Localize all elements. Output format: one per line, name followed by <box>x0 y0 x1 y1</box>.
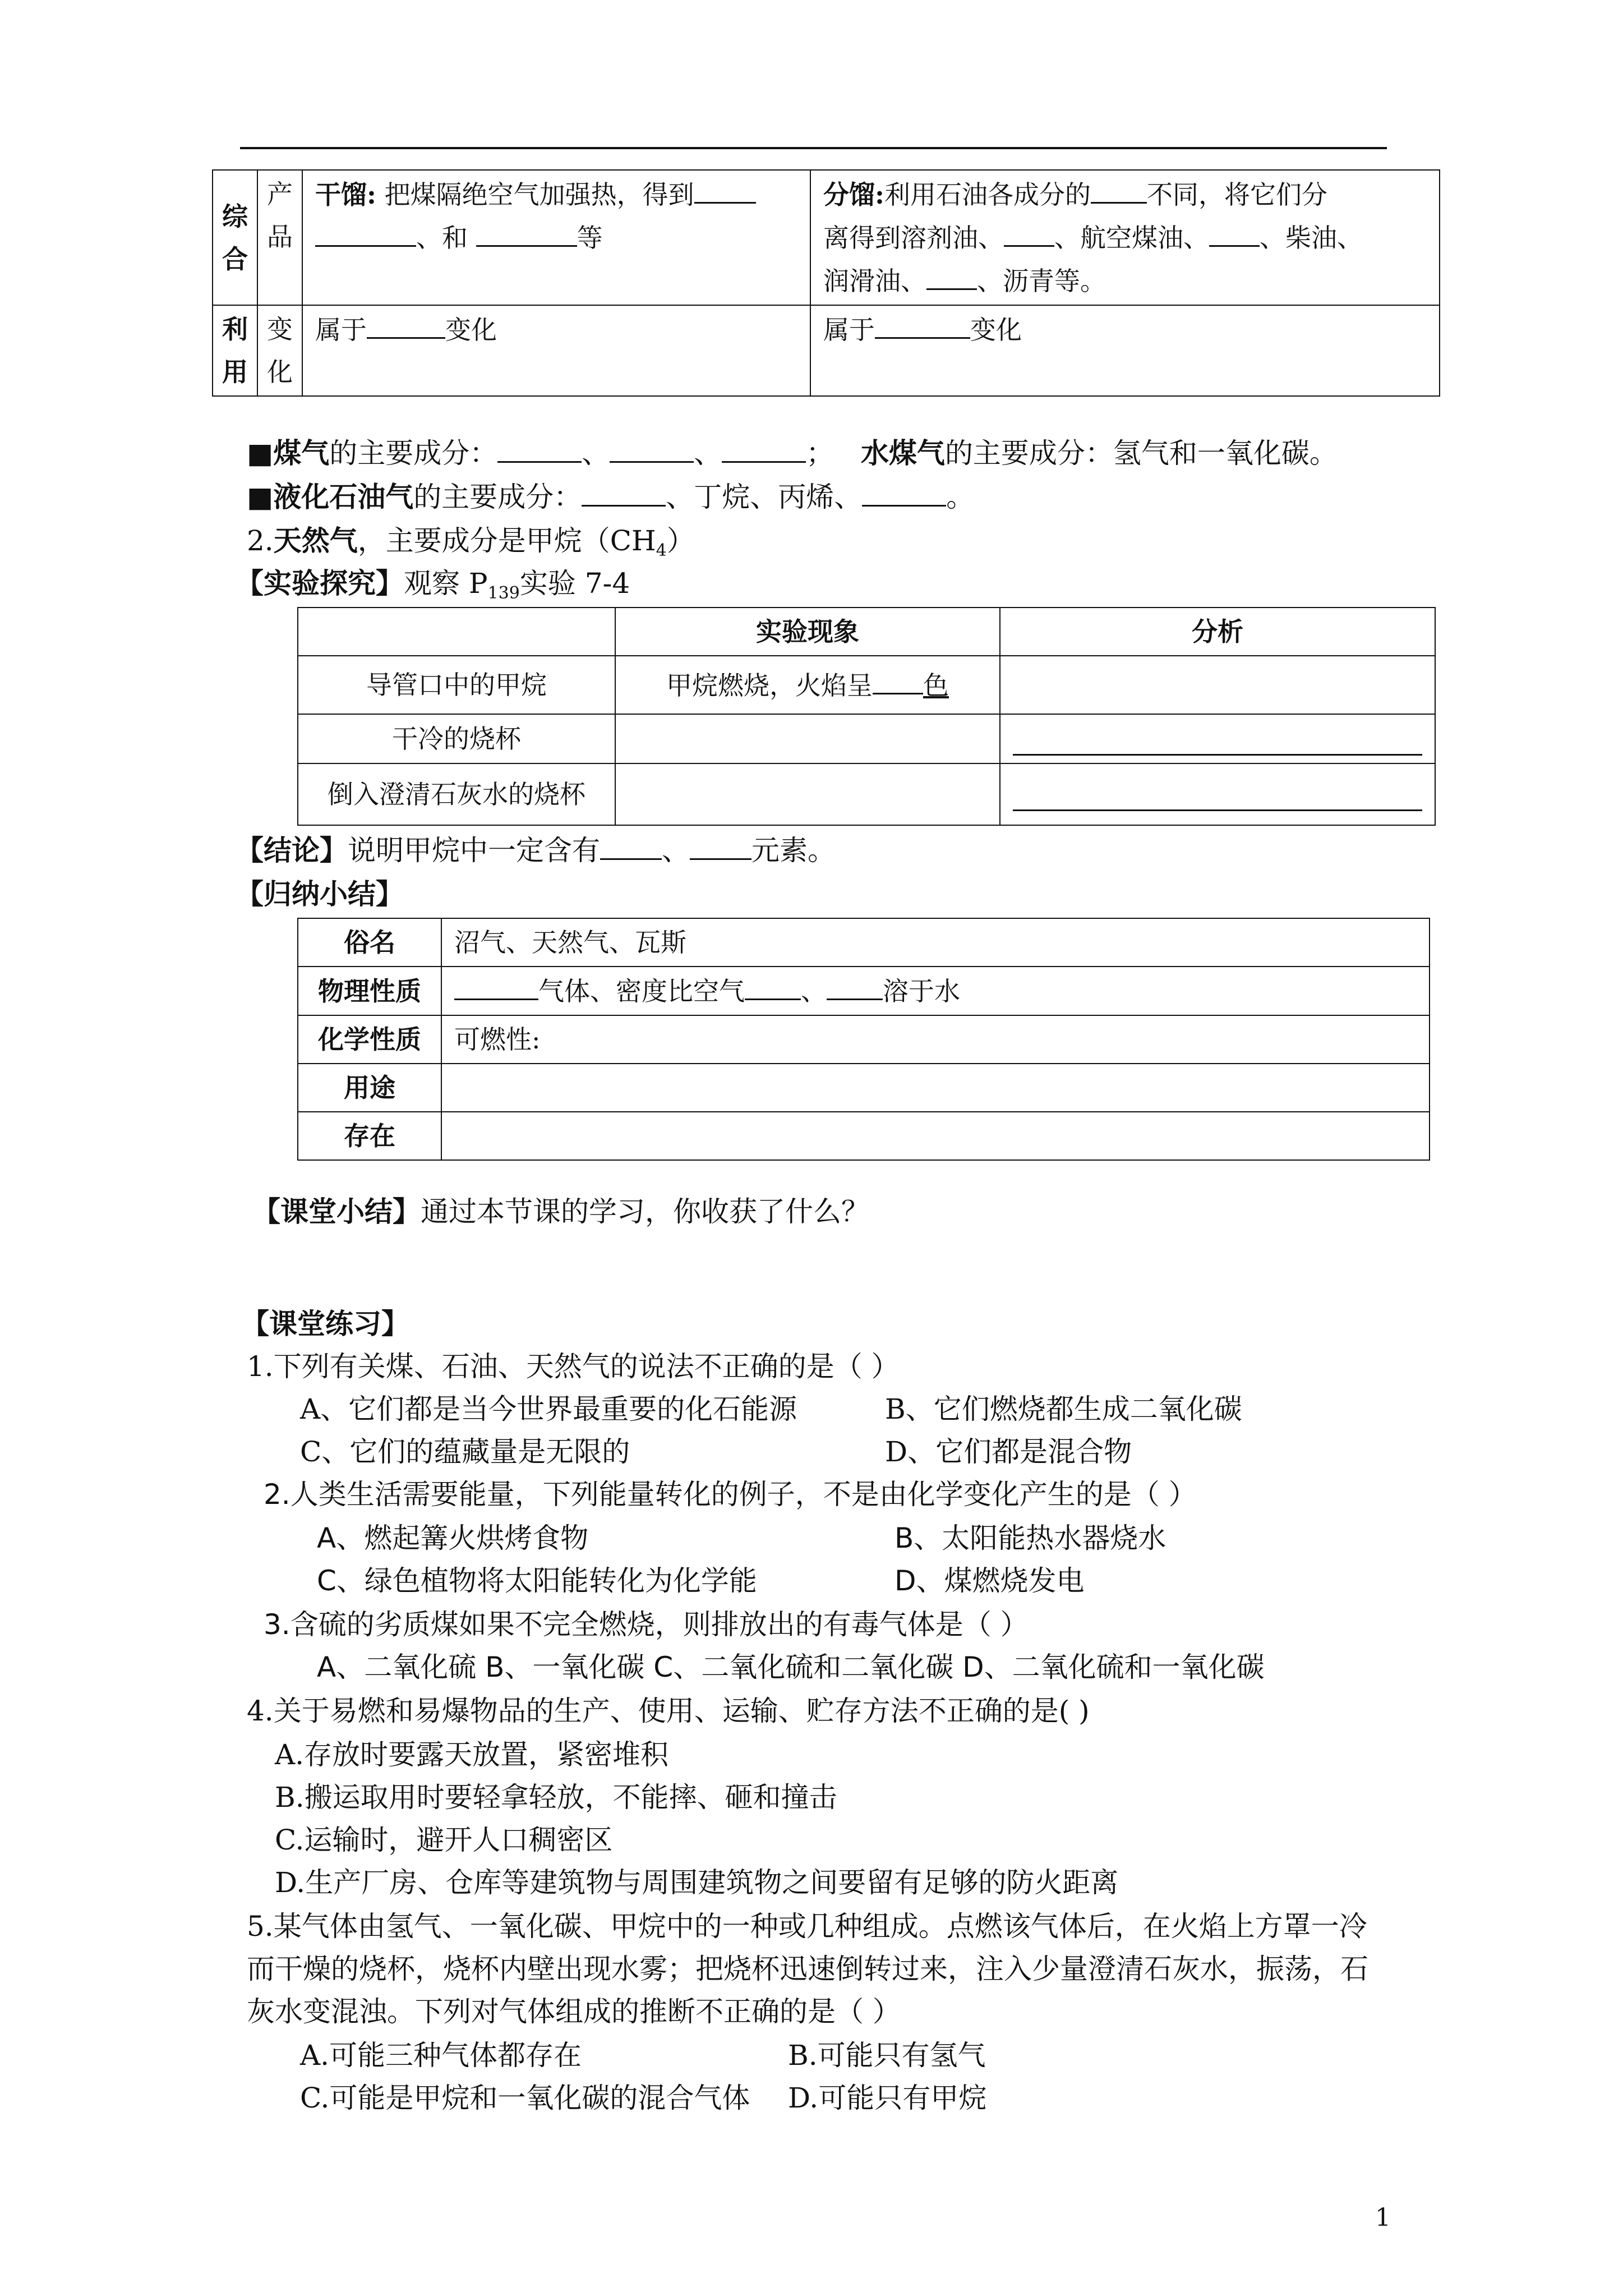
q2-option-d: D、煤燃烧发电 <box>895 1565 1085 1597</box>
q4-option-d: D.生产厂房、仓库等建筑物与周围建筑物之间要留有足够的防火距离 <box>275 1866 1119 1899</box>
question-5-line-2: 而干燥的烧杯，烧杯内壁出现水雾；把烧杯迅速倒转过来，注入少量澄清石灰水，振荡，石 <box>247 1953 1368 1985</box>
q5-option-c: C.可能是甲烷和一氧化碳的混合气体 <box>300 2082 750 2114</box>
q1-option-c: C、它们的蕴藏量是无限的 <box>300 1435 630 1468</box>
product-label: 产品 <box>257 170 302 305</box>
summary-head-physical: 物理性质 <box>298 967 441 1015</box>
summary-value-use <box>441 1064 1430 1112</box>
dry-distillation-cell <box>302 170 810 305</box>
summary-label: 【归纳小结】 <box>236 877 404 910</box>
experiment-header-blank <box>298 608 615 656</box>
summary-head-existence: 存在 <box>298 1112 441 1160</box>
fractional-change-cell: 属于 变化 <box>810 305 1440 396</box>
exp-row-1-analysis <box>1000 656 1435 714</box>
dry-distillation-etc: 等 <box>577 223 603 253</box>
dry-distillation-text: 把煤隔绝空气加强热，得到 <box>384 180 694 210</box>
summary-value-physical: 气体、密度比空气 、 溶于水 <box>441 967 1430 1015</box>
coal-gas-line: ■煤气的主要成分： 、 、 ； 水煤气的主要成分：氢气和一氧化碳。 <box>247 432 1338 475</box>
dry-distillation-and: 、和 <box>416 223 468 253</box>
q4-option-c: C.运输时，避开人口稠密区 <box>275 1824 613 1856</box>
q2-option-c: C、绿色植物将太阳能转化为化学能 <box>317 1565 757 1597</box>
q2-option-b: B、太阳能热水器烧水 <box>895 1522 1166 1554</box>
summary-value-name: 沼气、天然气、瓦斯 <box>441 918 1430 967</box>
question-5-line-3: 灰水变混浊。下列对气体组成的推断不正确的是（ ） <box>247 1995 901 2028</box>
header-rule <box>240 147 1387 149</box>
summary-head-chemical: 化学性质 <box>298 1015 441 1064</box>
question-5-line-1: 5.某气体由氢气、一氧化碳、甲烷中的一种或几种组成。点燃该气体后，在火焰上方罩一冷 <box>247 1910 1367 1943</box>
q5-option-d: D.可能只有甲烷 <box>788 2082 987 2114</box>
summary-value-existence <box>441 1112 1430 1160</box>
q1-option-a: A、它们都是当今世界最重要的化石能源 <box>300 1393 797 1425</box>
page-number: 1 <box>1375 2203 1391 2232</box>
q1-option-b: B、它们燃烧都生成二氧化碳 <box>885 1393 1242 1425</box>
q5-option-a: A.可能三种气体都存在 <box>300 2039 582 2072</box>
q3-options: A、二氧化硫 B、一氧化碳 C、二氧化硫和二氧化碳 D、二氧化硫和一氧化碳 <box>317 1651 1265 1683</box>
question-1: 1.下列有关煤、石油、天然气的说法不正确的是（ ） <box>247 1350 900 1383</box>
fractional-distillation-cell: 分馏:利用石油各成分的 不同，将它们分 离得到溶剂油、 、航空煤油、 、柴油、 润滑油、 、沥青等。 <box>810 170 1440 305</box>
col-analysis: 分析 <box>1000 608 1435 656</box>
change-label: 变化 <box>257 305 302 396</box>
exp-row-2-analysis <box>1000 714 1435 763</box>
exp-row-3: 倒入澄清石灰水的烧杯 <box>298 763 615 825</box>
natural-gas-line: 2.天然气，主要成分是甲烷$(CH_4)$ <box>247 524 695 560</box>
q4-option-a: A.存放时要露天放置，紧密堆积 <box>275 1738 669 1771</box>
exp-row-3-phenomenon <box>615 763 1000 825</box>
row-head-utilization-1: 综合 <box>213 170 257 305</box>
q2-option-a: A、燃起篝火烘烤食物 <box>317 1522 589 1554</box>
q4-option-b: B.搬运取用时要轻拿轻放，不能摔、砸和撞击 <box>275 1781 837 1814</box>
exp-row-3-analysis <box>1000 763 1435 825</box>
practice-label: 【课堂练习】 <box>241 1307 409 1340</box>
col-phenomenon: 实验现象 <box>615 608 1000 656</box>
q1-option-d: D、它们都是混合物 <box>885 1435 1132 1468</box>
question-3: 3.含硫的劣质煤如果不完全燃烧，则排放出的有毒气体是（ ） <box>264 1608 1029 1641</box>
row-head-utilization-2: 利用 <box>213 305 257 396</box>
conclusion-line: 【结论】说明甲烷中一定含有 、 元素。 <box>236 829 836 872</box>
summary-head-name: 俗名 <box>298 918 441 967</box>
exp-row-1: 导管口中的甲烷 <box>298 656 615 714</box>
coal-utilization-table <box>212 169 1440 397</box>
experiment-table <box>297 607 1436 826</box>
lpg-line: ■液化石油气的主要成分： 、丁烷、丙烯、 。 <box>247 476 974 518</box>
dry-distillation-change-cell: 属于 变化 <box>302 305 810 396</box>
summary-table <box>297 918 1430 1161</box>
exp-row-1-phenomenon: 甲烷燃烧，火焰呈 色 <box>615 656 1000 714</box>
question-4: 4.关于易燃和易爆物品的生产、使用、运输、贮存方法不正确的是( ) <box>247 1695 1090 1727</box>
dry-distillation-title: 干馏: <box>315 180 376 210</box>
exp-row-2-phenomenon <box>615 714 1000 763</box>
exp-row-2: 干冷的烧杯 <box>298 714 615 763</box>
fractional-title: 分馏: <box>823 180 884 210</box>
experiment-line: 【实验探究】观察 $P_{139}$实验 7-4 <box>236 567 630 603</box>
question-2: 2.人类生活需要能量，下列能量转化的例子，不是由化学变化产生的是（ ） <box>264 1478 1197 1511</box>
summary-head-use: 用途 <box>298 1064 441 1112</box>
q5-option-b: B.可能只有氢气 <box>788 2039 986 2072</box>
class-summary-line: 【课堂小结】通过本节课的学习，你收获了什么？ <box>252 1195 869 1228</box>
summary-value-chemical: 可燃性: <box>441 1015 1430 1064</box>
